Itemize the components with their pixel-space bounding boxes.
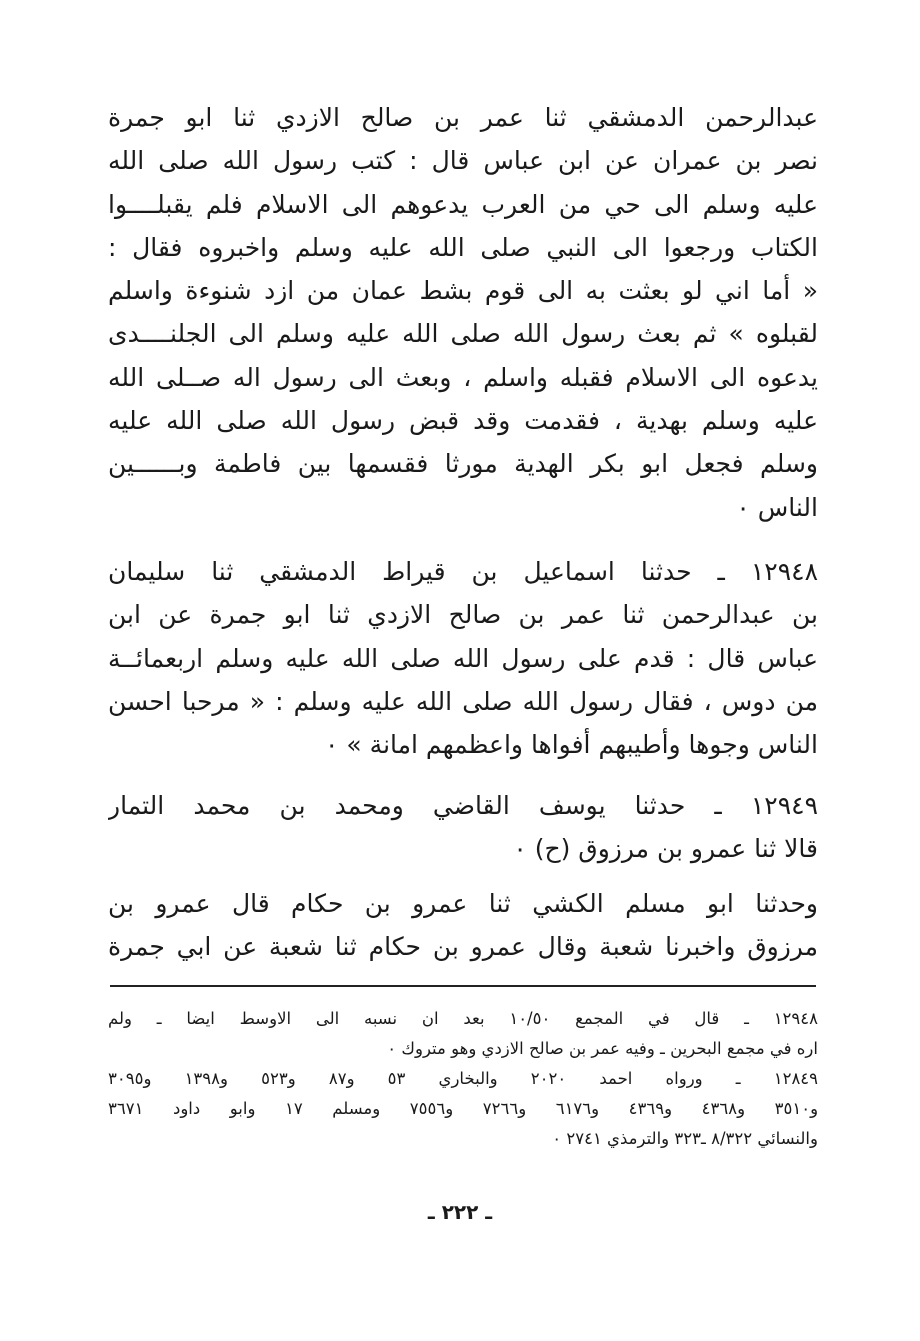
text-line: وسلم فجعل ابو بكر الهدية مورثا فقسمها بين فاطمة وبــــــين — [108, 449, 818, 479]
footnote-line: اره في مجمع البحرين ـ وفيه عمر بن صالح الازدي وهو متروك ٠ — [387, 1039, 818, 1058]
text-line: من دوس ، فقال رسول الله صلى الله عليه وسلم : « مرحبا احسن — [108, 686, 818, 716]
paragraph-isnad — [108, 882, 818, 969]
text-line: الناس وجوها وأطيبهم أفواها واعظمهم امانة » ٠ — [325, 730, 818, 760]
footnote-line: و٣٥١٠ و٤٣٦٨ و٤٣٦٩ و٦١٧٦ و٧٢٦٦ و٧٥٥٦ ومسلم ١٧ وابو داود ٣٦٧١ — [108, 1099, 818, 1118]
page-number: ـ ٢٢٢ ـ — [427, 1200, 493, 1224]
text-line: عليه وسلم بهدية ، فقدمت وقد قبض رسول الله صلى الله عليه — [108, 406, 818, 436]
text-line: عبدالرحمن الدمشقي ثنا عمر بن صالح الازدي ثنا ابو جمرة — [108, 103, 818, 132]
text-line: يدعوه الى الاسلام فقبله واسلم ، وبعث الى رسول اله صــلى الله — [108, 362, 818, 392]
paragraph-continuation — [108, 96, 818, 529]
text-line: الكتاب ورجعوا الى النبي صلى الله عليه وسلم واخبروه فقال : — [108, 232, 818, 262]
text-line: مرزوق واخبرنا شعبة وقال عمرو بن حكام ثنا شعبة عن ابي جمرة — [108, 932, 818, 962]
footnotes — [108, 1004, 818, 1154]
text-line: « أما اني لو بعثت به الى قوم بشط عمان من ازد شنوءة واسلم — [108, 276, 818, 306]
footnote-line: ١٢٩٤٨ ـ قال في المجمع ١٠/٥٠ بعد ان نسبه الى الاوسط ايضا ـ ولم — [108, 1009, 818, 1028]
footnote-line: والنسائي ٨/٣٢٢ ـ٣٢٣ والترمذي ٢٧٤١ ٠ — [552, 1129, 818, 1148]
text-line: عليه وسلم الى حي من العرب يدعوهم الى الاسلام فلم يقبلــــوا — [108, 189, 818, 219]
text-line: الناس ٠ — [736, 492, 818, 522]
hadith-12949 — [108, 784, 818, 871]
text-line: بن عبدالرحمن ثنا عمر بن صالح الازدي ثنا ابو جمرة عن ابن — [108, 600, 818, 630]
footnote-divider — [110, 985, 816, 987]
text-line: نصر بن عمران عن ابن عباس قال : كتب رسول الله صلى الله — [108, 146, 818, 176]
text-line: قالا ثنا عمرو بن مرزوق (ح) ٠ — [513, 834, 818, 864]
text-line: عباس قال : قدم على رسول الله صلى الله عليه وسلم اربعمائــة — [108, 643, 818, 673]
text-line: لقبلوه » ثم بعث رسول الله صلى الله عليه وسلم الى الجلنــــدى — [108, 319, 818, 349]
text-line: ١٢٩٤٨ ـ حدثنا اسماعيل بن قيراط الدمشقي ثنا سليمان — [108, 557, 818, 586]
text-line: وحدثنا ابو مسلم الكشي ثنا عمرو بن حكام قال عمرو بن — [108, 889, 818, 918]
footnote-line: ١٢٨٤٩ ـ ورواه احمد ٢٠٢٠ والبخاري ٥٣ و٨٧ و٥٢٣ و١٣٩٨ و٣٠٩٥ — [108, 1069, 818, 1088]
hadith-12948 — [108, 550, 818, 766]
text-line: ١٢٩٤٩ ـ حدثنا يوسف القاضي ومحمد بن محمد التمار — [108, 791, 818, 820]
